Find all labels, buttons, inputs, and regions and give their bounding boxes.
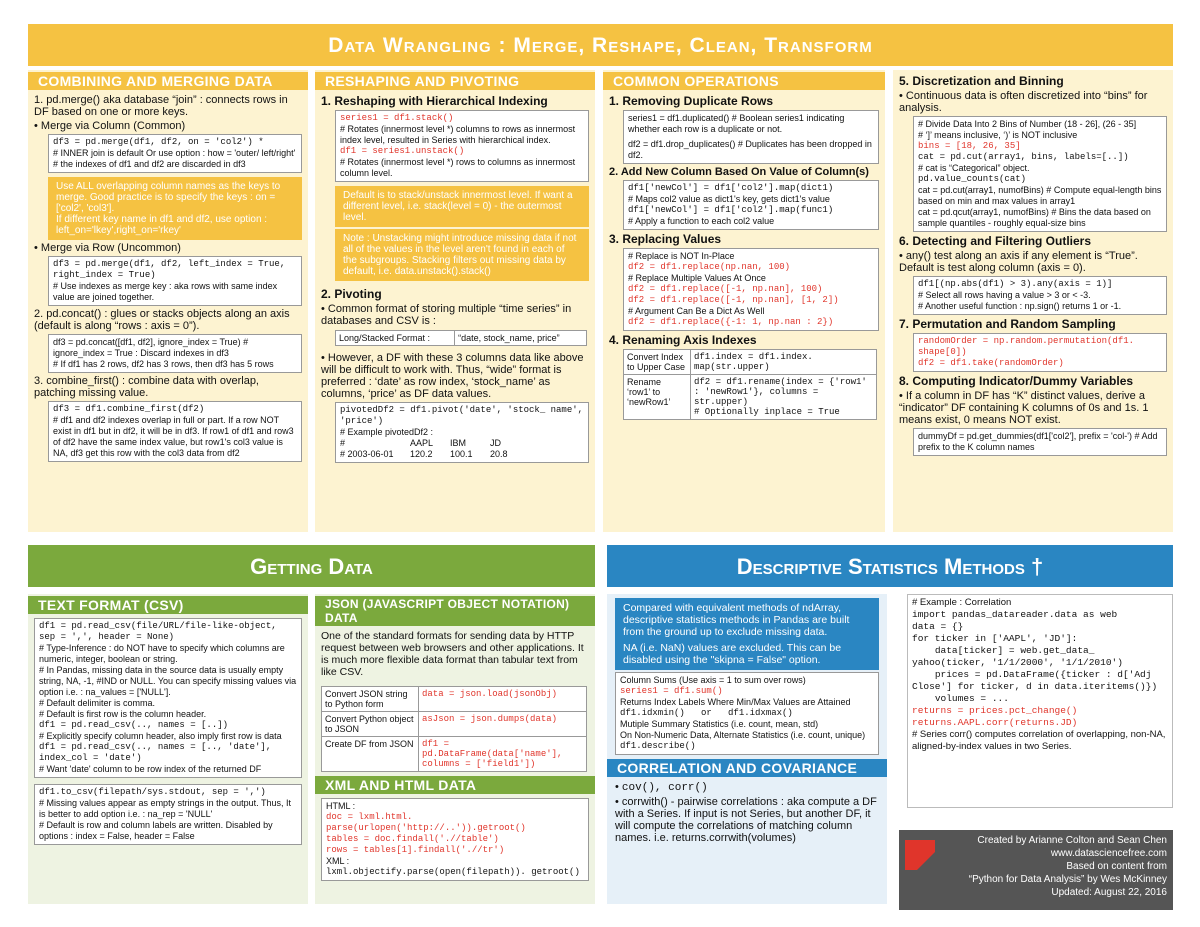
stack-box xyxy=(335,110,589,182)
code-line: cat = pd.cut(array1, bins, labels=[..]) xyxy=(918,152,1129,162)
code-line: df1 = pd.read_csv(file/URL/file-like-object, sep = ',', header = None) xyxy=(39,621,283,642)
credit-line: Updated: August 22, 2016 xyxy=(1051,887,1167,898)
section-header: CORRELATION AND COVARIANCE xyxy=(607,759,887,777)
example-cell: # xyxy=(340,438,346,448)
example-cell: AAPL xyxy=(410,438,434,448)
note-line: NA (i.e. NaN) values are excluded. This can be disabled using the "skipna = False" option. xyxy=(623,642,845,666)
table-cell: Convert Index to Upper Case xyxy=(624,350,691,375)
note-line: Use ALL overlapping column names as the keys to merge. Good practice is to specify the keys : on = ['col2', 'col3']. xyxy=(56,181,283,214)
code-line: df2 = df1.replace(np.nan, 100) xyxy=(628,262,791,272)
comment-line: # Rotates (innermost level *) columns to rows as innermost index level, resulted in Series with hierarchical index. xyxy=(340,124,578,145)
code-line: df3 = pd.merge(df1, df2, left_index = True, right_index = True) xyxy=(53,259,291,280)
code-line: pd.value_counts(cat) xyxy=(918,174,1027,184)
table-cell: Convert Python object to JSON xyxy=(322,712,419,737)
table-cell: Convert JSON string to Python form xyxy=(322,687,419,712)
table-cell: Create DF from JSON xyxy=(322,737,419,772)
comment-line: # Rotates (innermost level *) rows to columns as innermost column level. xyxy=(340,157,578,178)
code-line: prices = pd.DataFrame({ticker : d['Adj Close'] for ticker, d in data.iteritems()}) xyxy=(912,669,1158,692)
replace-box xyxy=(623,248,879,331)
table-cell: asJson = json.dumps(data) xyxy=(419,712,587,737)
comment-line: # Divide Data Into 2 Bins of Number (18 - 26], (26 - 35] xyxy=(918,119,1137,129)
pivot-bullet-1: • Common format of storing multiple “time series” in databases and CSV is : xyxy=(321,303,572,327)
comment-line: # Another useful function : np.sign() returns 1 or -1. xyxy=(918,301,1122,311)
merge-row-text: Merge via Row (Uncommon) xyxy=(40,242,181,254)
table-cell: Long/Stacked Format : xyxy=(336,331,455,346)
getting-data-title: Getting Data xyxy=(250,554,373,579)
code-line: df1['newCol'] = df1['col2'].map(func1) xyxy=(628,205,834,215)
comment-line: # Default is first row is the column header. xyxy=(39,709,207,719)
section-header: XML AND HTML DATA xyxy=(315,776,595,794)
comment-line: # cat is “Categorical” object. xyxy=(918,163,1030,173)
unstack-note: Note : Unstacking might introduce missing data if not all of the values in the level aren't found in each of the subgroups. Stacking filters out missing data by default, i.e. data.unstack().stack() xyxy=(335,229,589,281)
binning-text: Continuous data is often discretized into “bins” for analysis. xyxy=(899,90,1148,114)
code-line: df3 = pd.concat([df1, df2], ignore_index = True) # ignore_index = True : Discard indexes in df3 xyxy=(53,337,251,358)
section-header: RESHAPING AND PIVOTING xyxy=(315,72,595,90)
desc-note xyxy=(615,598,879,670)
note-line: If different key name in df1 and df2, use option : left_on='lkey',right_on='rkey' xyxy=(56,214,270,236)
table-cell: “date, stock_name, price” xyxy=(455,331,587,346)
credit-line: Created by Arianne Colton and Sean Chen xyxy=(977,835,1167,846)
comment-line: HTML : xyxy=(326,801,356,811)
comment-line: # Maps col2 value as dict1's key, gets dict1's value xyxy=(628,194,830,204)
code-line: df1.describe() xyxy=(620,741,696,751)
merge-row-bullet: • Merge via Row (Uncommon) xyxy=(34,242,181,254)
col-combining-merging xyxy=(28,70,308,532)
reshape-heading: 1. Reshaping with Hierarchical Indexing xyxy=(321,94,548,108)
code-line: df1 = pd.read_csv(.., names = [..]) xyxy=(39,720,229,730)
code-line: df3 = df1.combine_first(df2) xyxy=(53,404,205,414)
code-line: df1 = series1.unstack() xyxy=(340,146,465,156)
binning-bullet: • Continuous data is often discretized into “bins” for analysis. xyxy=(899,90,1148,114)
example-cell: # 2003-06-01 xyxy=(340,449,394,459)
code-line: df3 = pd.merge(df1, df2, on = 'col2') * xyxy=(53,137,264,147)
binning-heading: 5. Discretization and Binning xyxy=(899,74,1064,88)
code-line: returns.AAPL.corr(returns.JD) xyxy=(912,717,1078,728)
newcol-heading: 2. Add New Column Based On Value of Column(s) xyxy=(609,166,869,178)
comment-line: # df1 and df2 indexes overlap in full or part. If a row NOT exist in df1 but in df2, it will be in df3. If row1 of df1 and row3 of df2 have the same index value, but row1's col3 value is NA, df3 get this row with the col3 data from df2 xyxy=(53,415,297,458)
comment-line: Column Sums (Use axis = 1 to sum over rows) xyxy=(620,675,806,685)
desc-stats-title: Descriptive Statistics Methods † xyxy=(736,554,1044,579)
comment-line: # Argument Can Be a Dict As Well xyxy=(628,306,765,316)
corr-text: cov(), corr() xyxy=(621,782,708,794)
code-line: returns = prices.pct_change() xyxy=(912,705,1078,716)
long-format-table xyxy=(335,330,587,346)
code-line: df2 = df1.drop_duplicates() # Duplicates has been dropped in df2. xyxy=(628,139,875,160)
code-line: series1 = df1.stack() xyxy=(340,113,454,123)
comment-line: # Series corr() computes correlation of overlapping, non-NA, aligned-by-index values in two Series. xyxy=(912,729,1169,752)
code-line: df1 = pd.read_csv(.., names = [.., 'date'], index_col = 'date') xyxy=(39,742,277,763)
pivot-bullet-text: However, a DF with these 3 columns data like above will be difficult to work with. Thus, “wide” format is preferred : ‘date’ as row index, ‘stock_name’ as columns, ‘price’ as DF data values. xyxy=(321,352,584,400)
comment-line: # the indexes of df1 and df2 are discarded in df3 xyxy=(53,159,246,169)
example-cell: 20.8 xyxy=(490,449,508,459)
comment-line: XML : xyxy=(326,856,350,866)
code-line: df2 = df1.replace({-1: 1, np.nan : 2}) xyxy=(628,317,834,327)
section-header: COMBINING AND MERGING DATA xyxy=(28,72,308,90)
permutation-heading: 7. Permutation and Random Sampling xyxy=(899,317,1116,331)
comment-line: # Replace is NOT In-Place xyxy=(628,251,735,261)
code-line: cat = pd.qcut(array1, numofBins) # Bins the data based on sample quantiles - roughly equal-size bins xyxy=(918,207,1154,228)
getting-data-title-bar xyxy=(28,545,595,587)
code-line: volumes = ... xyxy=(912,693,1009,704)
merge-col-bullet: • Merge via Column (Common) xyxy=(34,120,186,132)
desc-stats-panel xyxy=(607,594,887,904)
comment-line: # In Pandas, missing data in the source data is usually empty string, NA, -1, #IND or NULL. You can specify missing values via option i.e. : na_values = ['NULL']. xyxy=(39,665,299,697)
dummy-heading: 8. Computing Indicator/Dummy Variables xyxy=(899,374,1134,388)
desc-box xyxy=(615,672,879,755)
code-line: df1.idxmin() or df1.idxmax() xyxy=(620,708,793,718)
section-header: COMMON OPERATIONS xyxy=(603,72,885,90)
code-line: df1.to_csv(filepath/sys.stdout, sep = ',') xyxy=(39,787,266,797)
code-line: tables = doc.findall('.//table') xyxy=(326,834,499,844)
desc-stats-title-bar xyxy=(607,545,1173,587)
comment-line: # ‘]’ means inclusive, ‘)’ is NOT inclusive xyxy=(918,130,1078,140)
code-line: lxml.objectify.parse(open(filepath)). getroot() xyxy=(326,867,580,877)
merge-col-box xyxy=(48,134,302,173)
comment-line: Returns Index Labels Where Min/Max Values are Attained xyxy=(620,697,851,707)
example-cell: 100.1 xyxy=(450,449,473,459)
comment-line: # Use indexes as merge key : aka rows with same index value are joined together. xyxy=(53,281,280,302)
code-line: pivotedDf2 = df1.pivot('date', 'stock_ name', 'price') xyxy=(340,405,589,426)
comment-line: Mutiple Summary Statistics (i.e. count, mean, std) xyxy=(620,719,819,729)
pivot-bullet-text: Common format of storing multiple “time series” in databases and CSV is : xyxy=(321,303,572,327)
outliers-bullet: • any() test along an axis if any element is “True”. Default is test along column (axis = 0). xyxy=(899,250,1138,274)
example-table xyxy=(340,438,584,460)
to-csv-box xyxy=(34,784,302,845)
table-cell: data = json.load(jsonObj) xyxy=(419,687,587,712)
code-line: rows = tables[1].findall('.//tr') xyxy=(326,845,505,855)
example-cell: 120.2 xyxy=(410,449,433,459)
section-header: TEXT FORMAT (CSV) xyxy=(28,596,308,614)
section-header: JSON (JAVASCRIPT OBJECT NOTATION) DATA xyxy=(315,596,595,626)
merge-heading: 1. pd.merge() aka database “join” : connects rows in DF based on one or more keys. xyxy=(34,94,288,118)
code-line: df1[(np.abs(df1) > 3).any(axis = 1)] xyxy=(918,279,1113,289)
rename-heading: 4. Renaming Axis Indexes xyxy=(609,333,757,347)
dummy-box xyxy=(913,428,1167,456)
table-cell: df1 = pd.DataFrame(data['name'], columns = ['field1']) xyxy=(419,737,587,772)
table-cell: df2 = df1.rename(index = {'row1' : 'newRow1'}, columns = str.upper) # Optionally inplace = True xyxy=(691,375,877,420)
outliers-text: any() test along an axis if any element is “True”. Default is test along column (axis = 0). xyxy=(899,250,1138,274)
merge-col-text: Merge via Column (Common) xyxy=(40,120,186,132)
merge-note xyxy=(48,177,302,240)
binning-box xyxy=(913,116,1167,232)
main-title: Data Wrangling : Merge, Reshape, Clean, Transform xyxy=(328,34,873,57)
main-title-bar xyxy=(28,24,1173,66)
corr-bullet-1: • cov(), corr() xyxy=(615,781,708,794)
comment-line: # INNER join is default Or use option : how = 'outer/ left/right' xyxy=(53,148,296,158)
json-panel xyxy=(315,594,595,904)
code-line: df2 = df1.take(randomOrder) xyxy=(918,358,1064,368)
code-line: for ticker in ['AAPL', 'JD']: xyxy=(912,633,1078,644)
code-line: data[ticker] = web.get_data_ yahoo(ticker, '1/1/2000', '1/1/2010') xyxy=(912,645,1123,668)
replace-heading: 3. Replacing Values xyxy=(609,232,722,246)
merge-row-box xyxy=(48,256,302,306)
col-reshaping-pivoting xyxy=(315,70,595,532)
comment-line: # Missing values appear as empty strings in the output. Thus, It is better to add option i.e. : na_rep = 'NULL' xyxy=(39,798,294,819)
dummy-bullet: • If a column in DF has “K” distinct values, derive a “indicator” DF containing K columns of 0s and 1s. 1 means exist, 0 means NOT exist. xyxy=(899,390,1149,426)
note-line: Compared with equivalent methods of ndArray, descriptive statistics methods in Pandas are built from the ground up to exclude missing data. xyxy=(623,602,853,638)
example-cell: JD xyxy=(490,438,501,448)
comment-line: # Want 'date' column to be row index of the returned DF xyxy=(39,764,262,774)
code-line: cat = pd.cut(array1, numofBins) # Compute equal-length bins based on min and max values in array1 xyxy=(918,185,1164,206)
col-common-operations xyxy=(603,70,885,532)
corr-bullet-2: • corrwith() - pairwise correlations : aka compute a DF with a Series. If input is not Series, but another DF, it will compute the correlations of matching column names. i.e. returns.corrwith(volumes) xyxy=(615,796,877,844)
concat-box xyxy=(48,334,302,373)
comment-line: # Example : Correlation xyxy=(912,597,1012,608)
credit-line: www.datasciencefree.com xyxy=(1050,848,1167,859)
json-table xyxy=(321,686,587,772)
code-line: df2 = df1.replace([-1, np.nan], [1, 2]) xyxy=(628,295,839,305)
dup-heading: 1. Removing Duplicate Rows xyxy=(609,94,774,108)
credit-line: Based on content from xyxy=(1066,861,1167,872)
code-line: doc = lxml.html. parse(urlopen('http://..')).getroot() xyxy=(326,812,526,833)
table-cell: df1.index = df1.index. map(str.upper) xyxy=(691,350,877,375)
outliers-heading: 6. Detecting and Filtering Outliers xyxy=(899,234,1092,248)
combine-box xyxy=(48,401,302,462)
comment-line: On Non-Numeric Data, Alternate Statistics (i.e. count, unique) xyxy=(620,730,866,740)
code-line: dummyDf = pd.get_dummies(df1['col2'], prefix = 'col-') # Add prefix to the K column names xyxy=(918,431,1160,452)
dup-box xyxy=(623,110,879,164)
credit-line: “Python for Data Analysis” by Wes McKinney xyxy=(968,874,1167,885)
pivot-bullet-2: • However, a DF with these 3 columns data like above will be difficult to work with. Thus, “wide” format is preferred : ‘date’ as row index, ‘stock_name’ as columns, ‘price’ as DF data values. xyxy=(321,352,584,400)
comment-line: # Apply a function to each col2 value xyxy=(628,216,775,226)
permutation-box xyxy=(913,333,1167,372)
xml-box xyxy=(321,798,589,881)
concat-heading: 2. pd.concat() : glues or stacks objects along an axis (default is along “rows : axis = 0”). xyxy=(34,308,290,332)
comment-line: # Type-Inference : do NOT have to specify which columns are numeric, integer, boolean or string. xyxy=(39,643,288,664)
pivot-box xyxy=(335,402,589,463)
comment-line: # Explicitly specify column header, also imply first row is data xyxy=(39,731,282,741)
code-line: df1['newCol'] = df1['col2'].map(dict1) xyxy=(628,183,834,193)
code-line: df2 = df1.replace([-1, np.nan], 100) xyxy=(628,284,823,294)
json-desc: One of the standard formats for sending data by HTTP request between web browsers and other applications. It is much more flexible data format than tabular text from like CSV. xyxy=(321,630,584,678)
comment-line: # If df1 has 2 rows, df2 has 3 rows, then df3 has 5 rows xyxy=(53,359,274,369)
correlation-example-box xyxy=(907,594,1173,808)
corr-text: corrwith() - pairwise correlations : aka compute a DF with a Series. If input is not Series, but another DF, it will compute the correlations of matching column names. i.e. returns.corrwith(volumes) xyxy=(615,796,877,844)
newcol-box xyxy=(623,180,879,230)
table-cell: Rename ‘row1’ to ‘newRow1’ xyxy=(624,375,691,420)
credit-box xyxy=(899,830,1173,910)
code-line: series1 = df1.sum() xyxy=(620,686,723,696)
code-line: import pandas_datareader.data as web xyxy=(912,609,1118,620)
code-line: randomOrder = np.random.permutation(df1. shape[0]) xyxy=(918,336,1140,357)
code-line: series1 = df1.duplicated() # Boolean series1 indicating whether each row is a duplicate or not. xyxy=(628,113,847,134)
outliers-box xyxy=(913,276,1167,315)
rename-table xyxy=(623,349,877,420)
code-line: data = {} xyxy=(912,621,964,632)
comment-line: # Example pivotedDf2 : xyxy=(340,427,434,437)
combine-heading: 3. combine_first() : combine data with overlap, patching missing value. xyxy=(34,375,259,399)
comment-line: # Default is row and column labels are written. Disabled by options : index = False, header = False xyxy=(39,820,276,841)
comment-line: # Default delimiter is comma. xyxy=(39,698,156,708)
comment-line: # Replace Multiple Values At Once xyxy=(628,273,766,283)
col-discretization xyxy=(893,70,1173,532)
csv-panel xyxy=(28,594,308,904)
read-csv-box xyxy=(34,618,302,778)
dummy-text: If a column in DF has “K” distinct values, derive a “indicator” DF containing K columns of 0s and 1s. 1 means exist, 0 means NOT exist. xyxy=(899,390,1149,426)
stack-note: Default is to stack/unstack innermost level. If want a different level, i.e. stack(level = 0) - the outermost level. xyxy=(335,186,589,227)
comment-line: # Select all rows having a value > 3 or < -3. xyxy=(918,290,1091,300)
code-line: bins = [18, 26, 35] xyxy=(918,141,1021,151)
example-cell: IBM xyxy=(450,438,467,448)
pivot-heading: 2. Pivoting xyxy=(321,287,382,301)
